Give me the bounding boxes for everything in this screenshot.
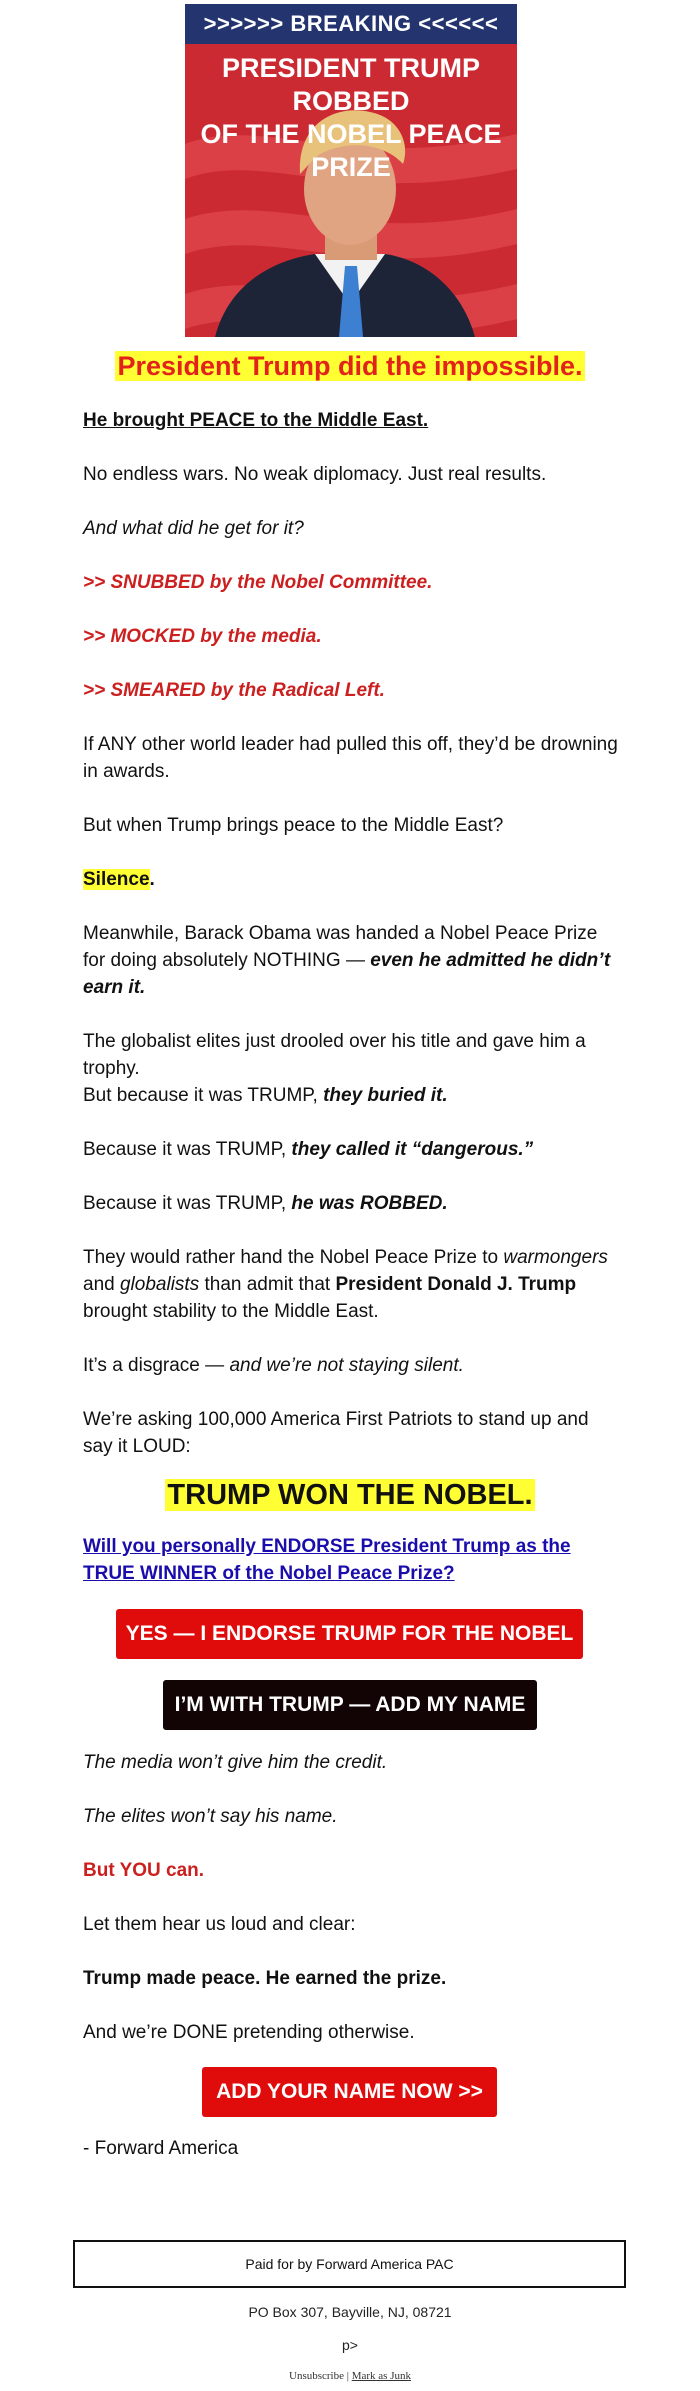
page-title xyxy=(0,349,700,383)
but-you-can-line: But YOU can. xyxy=(83,1860,205,1881)
breaking-banner: >>>>>> BREAKING <<<<<< xyxy=(185,4,517,44)
text-run: Because it was TRUMP, xyxy=(83,1139,292,1160)
paragraph: The globalist elites just drooled over his title and gave him a trophy. xyxy=(83,1031,586,1079)
mark-as-junk-link[interactable]: Mark as Junk xyxy=(351,2370,411,2382)
text-run-emphasis: they buried it. xyxy=(323,1085,448,1106)
text-run: Because it was TRUMP, xyxy=(83,1193,292,1214)
paragraph: The elites won’t say his name. xyxy=(83,1806,338,1827)
paragraph: We’re asking 100,000 America First Patriots to stand up and say it LOUD: xyxy=(83,1409,589,1457)
hero-headline-line2: OF THE NOBEL PEACE PRIZE xyxy=(200,119,502,182)
unsubscribe-label[interactable]: Unsubscribe xyxy=(289,2370,344,2382)
hero-headline xyxy=(185,52,517,184)
paragraph: But when Trump brings peace to the Middle East? xyxy=(83,815,504,836)
paragraph: The media won’t give him the credit. xyxy=(83,1752,388,1773)
text-run-emphasis: they called it “dangerous.” xyxy=(291,1139,534,1160)
text-run-bold: President Donald J. Trump xyxy=(335,1274,577,1295)
paid-for-text: Paid for by Forward America PAC xyxy=(245,2256,454,2272)
paragraph: And what did he get for it? xyxy=(83,518,304,539)
hero-image[interactable] xyxy=(185,4,517,337)
paragraph: And we’re DONE pretending otherwise. xyxy=(83,2022,415,2043)
paragraph xyxy=(83,1136,623,1163)
paragraph: If ANY other world leader had pulled this off, they’d be drowning in awards. xyxy=(83,734,618,782)
snubbed-line: >> SNUBBED by the Nobel Committee. xyxy=(83,572,433,593)
unsubscribe-row xyxy=(0,2370,700,2382)
paid-for-box xyxy=(73,2240,626,2288)
paragraph xyxy=(83,1190,623,1217)
signoff: - Forward America xyxy=(83,2138,239,2159)
text-run: and xyxy=(83,1274,120,1295)
page-title-text: President Trump did the impossible. xyxy=(117,351,583,381)
nobel-callout xyxy=(0,1478,700,1512)
text-run: But because it was TRUMP, xyxy=(83,1085,324,1106)
endorse-link[interactable]: Will you personally ENDORSE President Trump as the TRUE WINNER of the Nobel Peace Prize? xyxy=(83,1536,571,1584)
text-run-emphasis: he was ROBBED. xyxy=(291,1193,448,1214)
add-my-name-button[interactable]: I’M WITH TRUMP — ADD MY NAME xyxy=(163,1680,537,1730)
nobel-callout-text: TRUMP WON THE NOBEL. xyxy=(167,1479,533,1511)
hero-headline-line1: PRESIDENT TRUMP ROBBED xyxy=(221,53,481,116)
text-run-italic: globalists xyxy=(119,1274,200,1295)
text-run: It’s a disgrace — xyxy=(83,1355,230,1376)
mocked-line: >> MOCKED by the media. xyxy=(83,626,322,647)
text-run: They would rather hand the Nobel Peace Prize to xyxy=(83,1247,504,1268)
obama-paragraph xyxy=(83,920,623,1001)
silence-line xyxy=(83,866,623,893)
text-run-italic: warmongers xyxy=(503,1247,608,1268)
endorse-button[interactable]: YES — I ENDORSE TRUMP FOR THE NOBEL xyxy=(116,1609,583,1659)
intro-heading: He brought PEACE to the Middle East. xyxy=(83,410,429,431)
paragraph xyxy=(83,1244,623,1325)
text-run: Meanwhile, Barack Obama was handed a Nobel Peace Prize for doing absolutely NOTHING — xyxy=(83,923,598,971)
paragraph xyxy=(83,1352,623,1379)
paragraph: Trump made peace. He earned the prize. xyxy=(83,1968,447,1989)
text-run: than admit that xyxy=(199,1274,336,1295)
footer-separator: | xyxy=(346,2370,349,2382)
footer-address: PO Box 307, Bayville, NJ, 08721 xyxy=(248,2304,452,2320)
paragraph xyxy=(83,1082,623,1109)
text-run: brought stability to the Middle East. xyxy=(83,1301,379,1322)
add-your-name-button[interactable]: ADD YOUR NAME NOW >> xyxy=(202,2067,497,2117)
text-run-italic: and we’re not staying silent. xyxy=(229,1355,464,1376)
footer-stray-text: p> xyxy=(342,2337,358,2353)
silence-highlight: Silence xyxy=(83,869,150,890)
silence-period: . xyxy=(149,869,155,890)
text-run-emphasis: even he admitted he didn’t earn it. xyxy=(83,950,611,998)
smeared-line: >> SMEARED by the Radical Left. xyxy=(83,680,385,701)
paragraph: Let them hear us loud and clear: xyxy=(83,1914,356,1935)
paragraph: No endless wars. No weak diplomacy. Just real results. xyxy=(83,464,547,485)
